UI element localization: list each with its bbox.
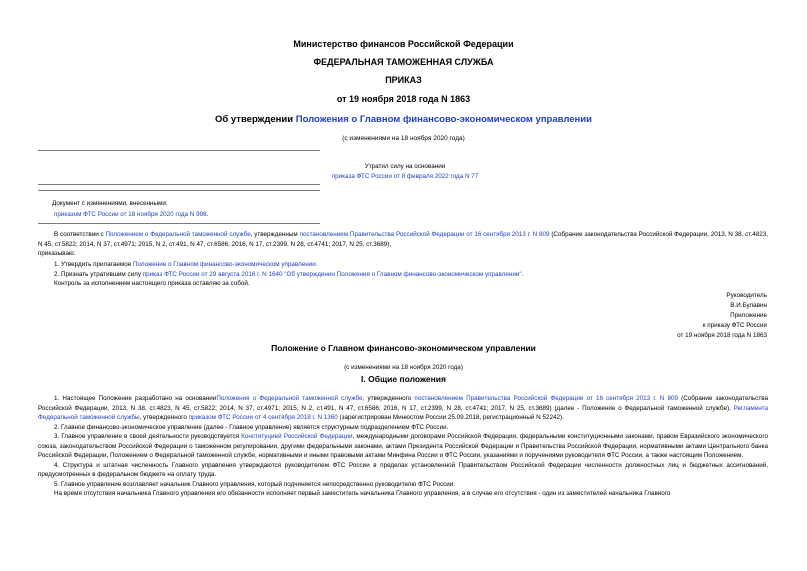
doc-type-heading: ПРИКАЗ: [385, 75, 422, 85]
appendix-to-order: к приказу ФТС России: [702, 322, 767, 329]
lost-force-note: [300, 162, 510, 182]
government-decree-link[interactable]: постановлением Правительства Российской Федерации от 16 сентября 2013 г. N 809: [299, 231, 550, 238]
signature-block: [677, 291, 767, 341]
fts-rules-link[interactable]: Регламента Федеральной таможенной службы: [38, 404, 768, 421]
order-date: от 19 ноября 2018 года N 1863: [336, 94, 471, 104]
regulation-body: [38, 394, 768, 499]
paragraph: 1. Настоящее Положение разработано на основанииПоложения о Федеральной таможенной службе, утвержденного постановлением Правительства Российской Федерации от 16 сентября 2013 г. N 809 (Собрание законодательства Российской Федерации, 2013, N 38, ст.4823, N 45, ст.5822; 2014, N 37, ст.4971; 2015, N 2, ст.491, N 47, ст.6586; 2016, N 17, ст.2399, N 28, ст.4741; 2017, N 25, ст.3689) (далее - Положение о Федеральной таможенной службе), Регламента Федеральной таможенной службы, утвержденного приказом ФТС России от 4 сентября 2018 г. N 1360 (зарегистрирован Минюстом России 25.09.2018, регистрационный N 52242).: [38, 395, 768, 421]
paragraph: 2. Главное финансово-экономическое управление (далее - Главное управление) является структурным подразделением ФТС России.: [54, 423, 449, 431]
ministry-heading: Министерство финансов Российской Федерации: [293, 39, 514, 49]
order-title: [0, 114, 807, 125]
paragraph: 5. Главное управление возглавляет начальник Главного управления, который подчиняется непосредственно руководителю ФТС России.: [54, 480, 456, 488]
revision-note: (с изменениями на 18 ноября 2020 года): [342, 135, 465, 142]
regulation-title: Положение о Главном финансово-экономическом управлении: [271, 343, 536, 353]
fts-order-1360-link[interactable]: приказом ФТС России от 4 сентября 2018 г. N 1360: [188, 414, 338, 421]
list-item: 1. Утвердить прилагаемое Положение о Главном финансово-экономическом управлении.: [54, 261, 318, 268]
signer-role: Руководитель: [726, 292, 767, 299]
changes-link[interactable]: приказом ФТС России от 18 ноября 2020 года N 998: [54, 211, 207, 218]
list-item: 2. Признать утратившим силу приказ ФТС России от 29 августа 2016 г. N 1640 "Об утверждении Положения о Главном финансово-экономическом управлении".: [54, 270, 524, 278]
regulation-revision: (с изменениями на 18 ноября 2020 года): [344, 364, 463, 371]
title-regulation-link[interactable]: Положения о Главном финансово-экономическом управлении: [295, 114, 592, 125]
fts-regulation-link[interactable]: Положением о Федеральной таможенной службе: [105, 231, 251, 238]
title-prefix: Об утверждении: [215, 114, 296, 125]
preamble: В соответствии с Положением о Федеральной таможенной службе, утвержденным постановлением Правительства Российской Федерации от 16 сентября 2013 г. N 809 (Собрание законодательства Российской Федерации, 2013, N 38, ст.4823, N 45, ст.5822; 2014, N 37, ст.4971; 2015, N 2, ст.491, N 47, ст.6586; 2016, N 17, ст.2399, N 28, ст.4741; 2017, N 25, ст.3689), приказываю:: [38, 231, 768, 257]
appendix-date: от 19 ноября 2018 года N 1863: [677, 332, 767, 339]
paragraph: 3. Главное управление в своей деятельности руководствуется Конституцией Российской Федерации, международными договорами Российской Федерации, федеральными конституционными законами, правом Евразийского экономического союза, законодательством Российской Федерации о таможенном регулировании, другими федеральными законами, актами Президента Российской Федерации и Правительства Российской Федерации, нормативными актами Центрального банка Российской Федерации, Положением о Федеральной таможенной службе, нормативными и иными правовыми актами Минфина России и ФТС России, указаниями и поручениями руководителя ФТС России, а также настоящим Положением.: [38, 433, 768, 459]
divider: [38, 223, 320, 224]
approved-regulation-link[interactable]: Положение о Главном финансово-экономическом управлении: [132, 261, 316, 268]
divider: [38, 150, 320, 151]
appendix-label: Приложение: [730, 312, 767, 319]
divider: [38, 184, 320, 185]
list-item: Контроль за исполнением настоящего приказа оставляю за собой.: [54, 280, 250, 287]
service-heading: ФЕДЕРАЛЬНАЯ ТАМОЖЕННАЯ СЛУЖБА: [313, 57, 494, 67]
section-heading: I. Общие положения: [361, 374, 446, 384]
order-items: [38, 260, 768, 289]
order-word: приказываю:: [38, 250, 76, 257]
signer-name: В.И.Булавин: [730, 302, 767, 309]
changes-text: Документ с изменениями, внесенными:: [52, 200, 168, 207]
repealed-order-link[interactable]: приказ ФТС России от 29 августа 2016 г. N 1640 "Об утверждении Положения о Главном финансово-экономическом управлении": [142, 270, 522, 278]
divider: [38, 190, 320, 191]
paragraph: 4. Структура и штатная численность Главного управления утверждаются руководителем ФТС России в пределах установленной Правительством Российской Федерации численности должностных лиц и бюджетных ассигнований, предусмотренных в федеральном бюджете на оплату труда.: [38, 461, 768, 478]
lost-force-link[interactable]: приказа ФТС России от 8 февраля 2022 года N 77: [331, 173, 479, 180]
fts-regulation-link-2[interactable]: Положения о Федеральной таможенной службе: [216, 395, 363, 402]
lost-force-text: Утратил силу на основании: [364, 163, 446, 170]
changes-note: Документ с изменениями, внесенными: приказом ФТС России от 18 ноября 2020 года N 998.: [52, 200, 209, 218]
government-decree-link-2[interactable]: постановлением Правительства Российской Федерации от 16 сентября 2013 г. N 809: [414, 395, 678, 402]
constitution-link[interactable]: Конституцией Российской Федерации: [241, 433, 353, 440]
paragraph: На время отсутствия начальника Главного управления его обязанности исполняет первый заместитель начальника Главного управления, а в случае его отсутствия - один из заместителей начальника Главного: [54, 490, 671, 497]
